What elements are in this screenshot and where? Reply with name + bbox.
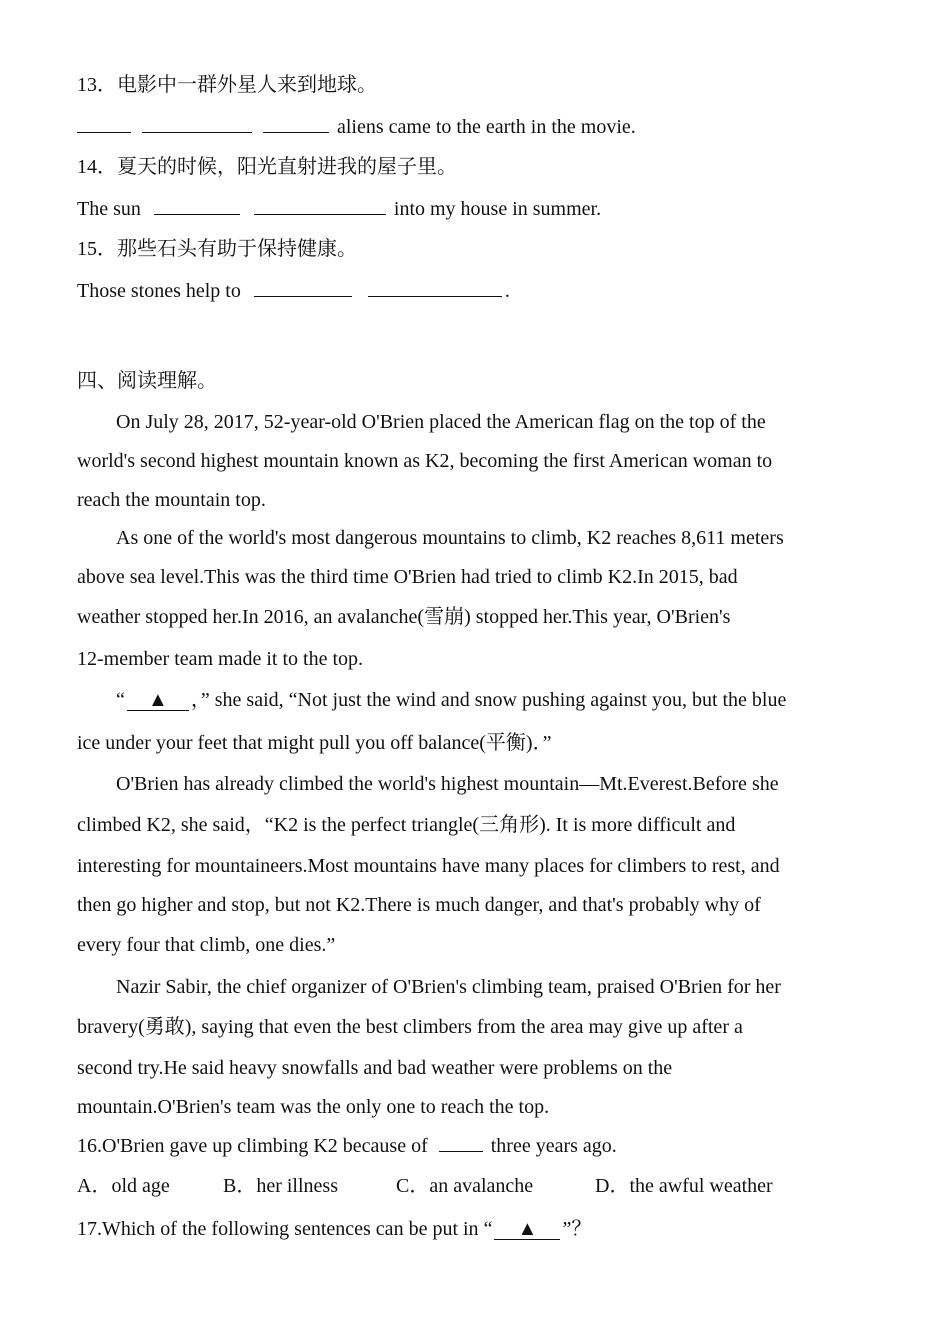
q13-english (77, 114, 890, 140)
passage-line-rest: ，” she said, “Not just the wind and snow pushing against you, but the blue (190, 689, 787, 711)
triangle-blank[interactable]: ▲ (127, 690, 189, 711)
passage-line: world's second highest mountain known as K2, becoming the first American woman to (77, 450, 773, 472)
passage-line: O'Brien has already climbed the world's highest mountain—Mt.Everest.Before she (116, 773, 779, 795)
q14-chinese: 14．夏天的时候，阳光直射进我的屋子里。 (77, 156, 457, 178)
q16-stem-tail: three years ago. (490, 1135, 617, 1157)
passage-line: interesting for mountaineers.Most mountains have many places for climbers to rest, and (77, 855, 780, 877)
option-b[interactable]: B．her illness (223, 1175, 338, 1197)
q16-stem (77, 1133, 890, 1159)
section-title: 四、阅读理解。 (77, 370, 217, 392)
option-d[interactable]: D．the awful weather (595, 1175, 773, 1197)
q15-chinese: 15．那些石头有助于保持健康。 (77, 238, 357, 260)
q15-english-head: Those stones help to (77, 280, 241, 302)
passage-line: climbed K2, she said，“K2 is the perfect triangle(三角形). It is more difficult and (77, 814, 736, 836)
q14-english-tail: into my house in summer. (393, 198, 602, 220)
passage-line: reach the mountain top. (77, 489, 266, 511)
answer-blank[interactable] (154, 196, 240, 215)
passage-line: ice under your feet that might pull you off balance(平衡)．” (77, 732, 552, 754)
passage-line (116, 687, 890, 713)
passage-line: On July 28, 2017, 52-year-old O'Brien placed the American flag on the top of the (116, 411, 766, 433)
close-quote: ”？ (562, 1218, 592, 1240)
passage-line: As one of the world's most dangerous mountains to climb, K2 reaches 8,611 meters (116, 527, 784, 549)
q14-english-head: The sun (77, 198, 141, 220)
passage-line: 12-member team made it to the top. (77, 648, 364, 670)
passage-line: every four that climb, one dies.” (77, 934, 336, 956)
q17-stem-head: 17.Which of the following sentences can be put in (77, 1218, 479, 1240)
q16-stem-head: 16.O'Brien gave up climbing K2 because of (77, 1135, 428, 1157)
open-quote: “ (483, 1218, 493, 1240)
option-c[interactable]: C．an avalanche (396, 1175, 534, 1197)
answer-blank[interactable] (368, 278, 502, 297)
q16-options (77, 1173, 890, 1199)
q13-english-tail: aliens came to the earth in the movie. (337, 116, 636, 138)
q13-chinese: 13．电影中一群外星人来到地球。 (77, 74, 377, 96)
passage-line: second try.He said heavy snowfalls and bad weather were problems on the (77, 1057, 673, 1079)
q15-english-tail: . (504, 280, 510, 302)
passage-line: then go higher and stop, but not K2.There is much danger, and that's probably why of (77, 894, 761, 916)
q17-stem (77, 1216, 890, 1242)
answer-blank[interactable] (254, 278, 352, 297)
passage-line: above sea level.This was the third time O'Brien had tried to climb K2.In 2015, bad (77, 566, 738, 588)
passage-line: mountain.O'Brien's team was the only one to reach the top. (77, 1096, 550, 1118)
passage-line: Nazir Sabir, the chief organizer of O'Brien's climbing team, praised O'Brien for her (116, 976, 781, 998)
answer-blank[interactable] (77, 114, 131, 133)
passage-line: weather stopped her.In 2016, an avalanche(雪崩) stopped her.This year, O'Brien's (77, 606, 731, 628)
answer-blank[interactable] (439, 1133, 483, 1152)
answer-blank[interactable] (142, 114, 252, 133)
triangle-blank[interactable]: ▲ (494, 1219, 560, 1240)
answer-blank[interactable] (254, 196, 386, 215)
open-quote: “ (116, 689, 125, 711)
option-a[interactable]: A．old age (77, 1175, 170, 1197)
answer-blank[interactable] (263, 114, 329, 133)
q14-english (77, 196, 890, 222)
passage-line: bravery(勇敢), saying that even the best climbers from the area may give up after a (77, 1016, 743, 1038)
q15-english (77, 278, 890, 304)
